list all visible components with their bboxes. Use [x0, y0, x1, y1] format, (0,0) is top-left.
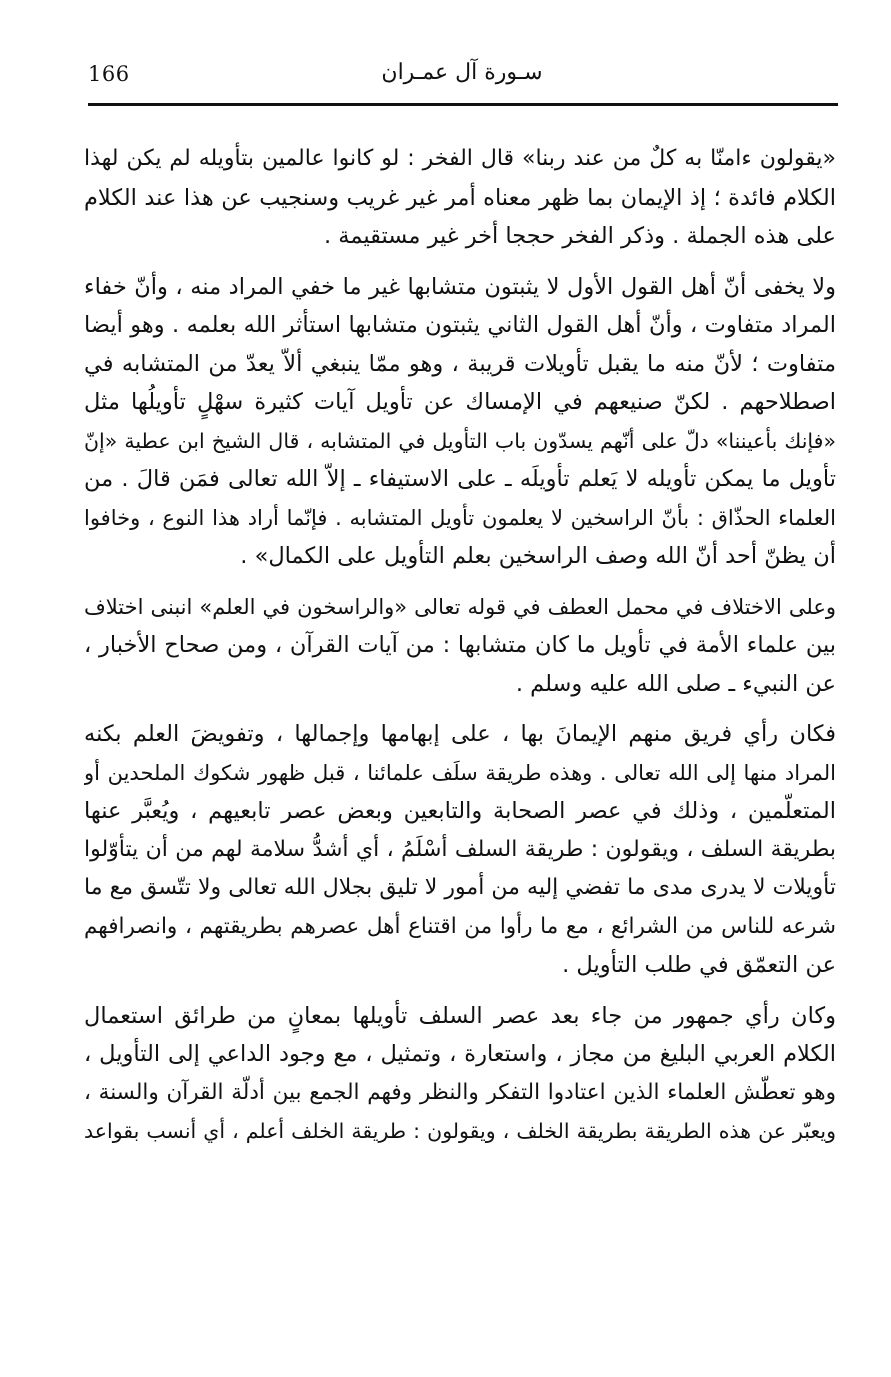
text-line: اصطلاحهم . لكنّ صنيعهم في الإمساك عن تأويل آيات كثيرة سهْلٍ تأويلُها مثل: [84, 389, 836, 415]
text-line: أن يظنّ أحد أنّ الله وصف الراسخين بعلم التأويل على الكمال» .: [240, 543, 836, 569]
paragraph: [84, 588, 836, 704]
running-header: [88, 58, 836, 98]
text-line: «يقولون ءامنّا به كلٌ من عند ربنا» قال الفخر : لو كانوا عالمين بتأويله لم يكن لهذا: [84, 146, 836, 171]
text-line: عن النبيء ـ صلى الله عليه وسلم .: [515, 670, 836, 697]
text-line: عن التعمّق في طلب التأويل .: [562, 952, 836, 978]
text-line: بين علماء الأمة في تأويل ما كان متشابها : من آيات القرآن ، ومن صحاح الأخبار ،: [84, 632, 836, 658]
text-line: المراد منها إلى الله تعالى . وهذه طريقة سلَف علمائنا ، قبل ظهور شكوك الملحدين أو: [84, 760, 836, 785]
text-line: ولا يخفى أنّ أهل القول الأول لا يثبتون متشابها غير ما خفي المراد منه ، وأنّ خفاء: [84, 273, 836, 300]
paragraph: [84, 997, 836, 1151]
text-line: المراد متفاوت ، وأنّ أهل القول الثاني يثبتون متشابها استأثر الله بعلمه . وهو أيضا: [84, 312, 836, 338]
text-line: العلماء الحذّاق : بأنّ الراسخين لا يعلمون تأويل المتشابه . فإنّما أراد هذا النوع ، وخافوا: [84, 505, 836, 530]
text-line: المتعلّمين ، وذلك في عصر الصحابة والتابعين وبعض عصر تابعيهم ، ويُعبَّر عنها: [84, 798, 836, 824]
text-line: على هذه الجملة . وذكر الفخر حججا أخر غير مستقيمة .: [323, 223, 836, 249]
running-title: سـورة آل عمـران: [381, 60, 543, 85]
text-line: تأويل ما يمكن تأويله لا يَعلم تأويلَه ـ على الاستيفاء ـ إلاّ الله تعالى فمَن قالَ . من: [84, 466, 836, 492]
paragraph: [84, 268, 836, 576]
header-divider: [88, 103, 838, 106]
paragraph: [84, 140, 836, 256]
text-line: «فإنك بأعيننا» دلّ على أنّهم يسدّون باب التأويل في المتشابه ، قال الشيخ ابن عطية «إنّ: [84, 428, 836, 453]
text-line: الكلام العربي البليغ من مجاز ، واستعارة ، وتمثيل ، مع وجود الداعي إلى التأويل ،: [84, 1041, 836, 1067]
text-line: بطريقة السلف ، ويقولون : طريقة السلف أسْلَمُ ، أي أشدُّ سلامة لهم من أن يتأوّلوا: [84, 836, 836, 862]
text-line: وكان رأي جمهور من جاء بعد عصر السلف تأويلها بمعانٍ من طرائق استعمال: [84, 1002, 836, 1029]
text-line: فكان رأي فريق منهم الإيمانَ بها ، على إبهامها وإجمالها ، وتفويضَ العلم بكنه: [84, 721, 836, 747]
text-line: ويعبّر عن هذه الطريقة بطريقة الخلف ، ويقولون : طريقة الخلف أعلم ، أي أنسب بقواعد: [84, 1119, 836, 1143]
text-line: وعلى الاختلاف في محمل العطف في قوله تعالى «والراسخون في العلم» انبنى اختلاف: [84, 594, 836, 619]
text-line: متفاوت ؛ لأنّ منه ما يقبل تأويلات قريبة ، وهو ممّا ينبغي ألاّ يعدّ من المتشابه في: [84, 350, 836, 377]
paragraph: [84, 715, 836, 985]
body-text: [84, 140, 836, 1163]
text-line: شرعه للناس من الشرائع ، مع ما رأوا من اقتناع أهل عصرهم بطريقتهم ، وانصرافهم: [84, 913, 836, 939]
text-line: وهو تعطّش العلماء الذين اعتادوا التفكر والنظر وفهم الجمع بين أدلّة القرآن والسنة ،: [84, 1079, 836, 1105]
text-line: تأويلات لا يدرى مدى ما تفضي إليه من أمور لا تليق بجلال الله تعالى ولا تتّسق مع ما: [84, 875, 836, 900]
text-line: الكلام فائدة ؛ إذ الإيمان بما ظهر معناه أمر غير غريب وسنجيب عن هذا عند الكلام: [84, 184, 836, 211]
page-number: 166: [88, 62, 130, 86]
